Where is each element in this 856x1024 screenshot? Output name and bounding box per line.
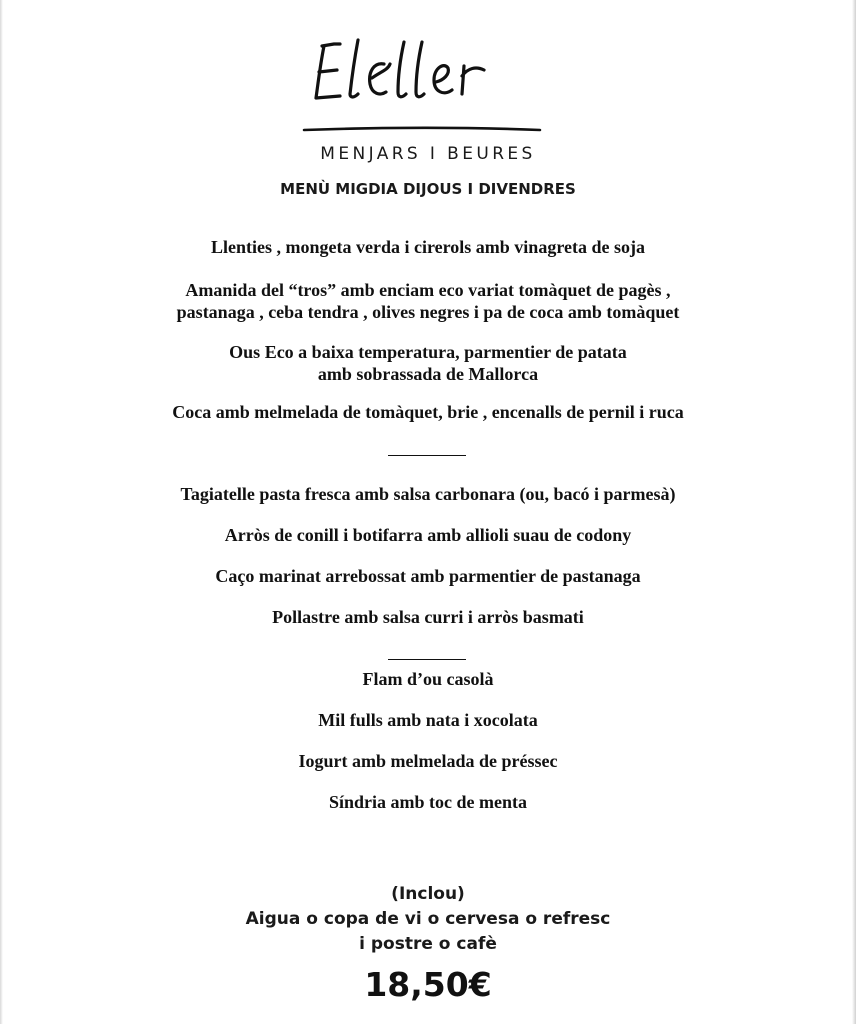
dessert-item: Mil fulls amb nata i xocolata [318,710,538,730]
main-item: Arròs de conill i botifarra amb allioli suau de codony [224,525,632,545]
drinks-included: Aigua o copa de vi o cervesa o refresc [245,909,611,929]
main-item: Tagiatelle pasta fresca amb salsa carbonara (ou, bacó i parmesà) [180,484,676,504]
starter-line: Amanida del “tros” amb enciam eco variat tomàquet de pagès , [185,280,671,300]
starter-line: amb sobrassada de Mallorca [317,364,539,384]
dessert-item: Iogurt amb melmelada de préssec [298,751,558,771]
dessert-or-coffee: i postre o cafè [359,934,497,954]
section-divider [388,455,466,456]
starter-item [0,236,856,258]
starter-item [0,341,856,385]
main-item: Caço marinat arrebossat amb parmentier de pastanaga [215,566,641,586]
menu-title: MENÙ MIGDIA DIJOUS I DIVENDRES [280,180,576,198]
menu-price: 18,50€ [364,965,492,1004]
starter-line: Ous Eco a baixa temperatura, parmentier de patata [229,342,627,362]
dessert-item: Flam d’ou casolà [362,669,494,689]
starter-item [0,279,856,323]
starter-line: Llenties , mongeta verda i cirerols amb vinagreta de soja [211,237,645,257]
restaurant-logo [300,36,545,140]
starter-line: pastanaga , ceba tendra , olives negres i pa de coca amb tomàquet [176,302,680,322]
restaurant-subtitle: MENJARS I BEURES [320,144,536,164]
section-divider [388,659,466,660]
includes-label: (Inclou) [391,884,465,904]
starter-item [0,401,856,423]
starter-line: Coca amb melmelada de tomàquet, brie , encenalls de pernil i ruca [172,402,684,422]
dessert-item: Síndria amb toc de menta [329,792,527,812]
main-item: Pollastre amb salsa curri i arròs basmati [272,607,584,627]
